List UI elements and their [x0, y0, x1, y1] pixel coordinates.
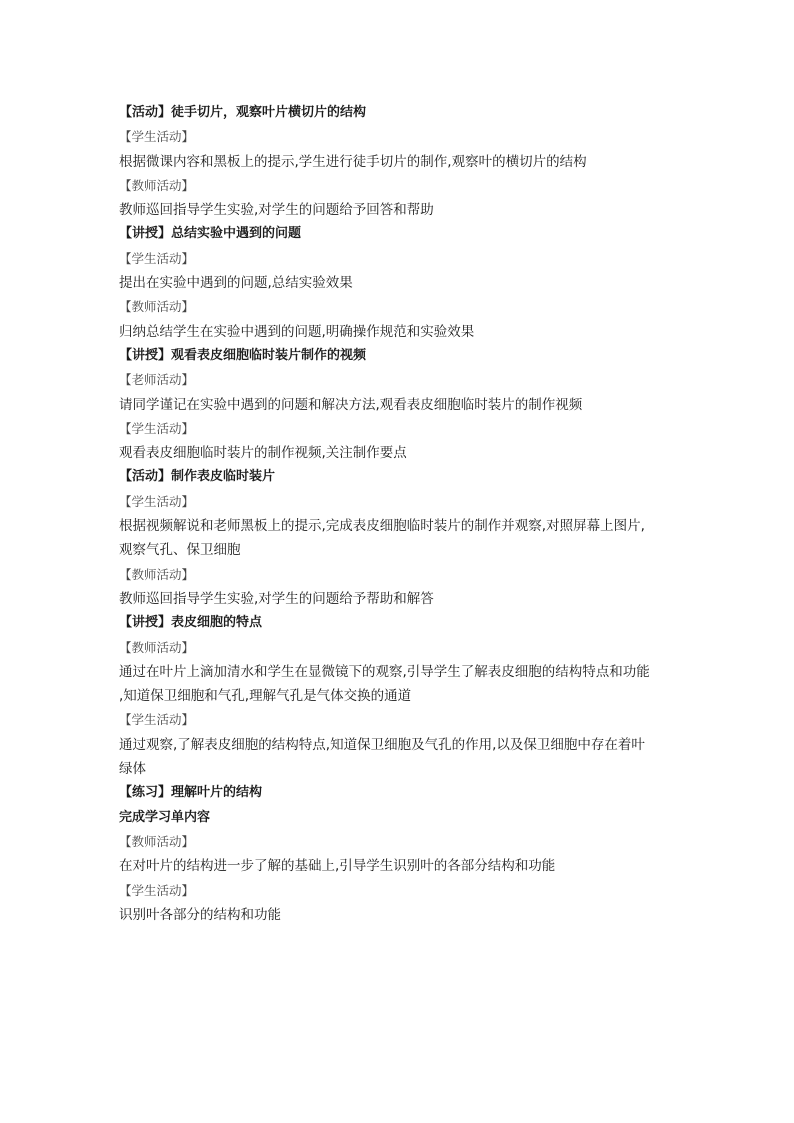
body-text: 教师巡回指导学生实验,对学生的问题给予回答和帮助 [119, 202, 434, 219]
role-label: 【教师活动】 [119, 299, 195, 315]
role-label: 【学生活动】 [119, 712, 195, 728]
section-heading: 【练习】理解叶片的结构 [119, 785, 263, 801]
body-text: 识别叶各部分的结构和功能 [119, 906, 281, 923]
role-label: 【教师活动】 [119, 639, 195, 655]
role-label: 【学生活动】 [119, 420, 195, 436]
role-label: 【老师活动】 [119, 372, 195, 388]
body-text: 通过观察,了解表皮细胞的结构特点,知道保卫细胞及气孔的作用,以及保卫细胞中存在着叶 [119, 736, 645, 753]
body-text: 根据视频解说和老师黑板上的提示,完成表皮细胞临时装片的制作并观察,对照屏幕上图片, [119, 518, 645, 535]
role-label: 【教师活动】 [119, 833, 195, 849]
body-text: 观看表皮细胞临时装片的制作视频,关注制作要点 [119, 445, 407, 462]
body-text: 提出在实验中遇到的问题,总结实验效果 [119, 275, 353, 292]
section-heading: 【讲授】总结实验中遇到的问题 [119, 226, 302, 242]
role-label: 【教师活动】 [119, 177, 195, 193]
role-label: 【教师活动】 [119, 566, 195, 582]
section-heading: 【活动】制作表皮临时装片 [119, 469, 276, 485]
body-text: 通过在叶片上滴加清水和学生在显微镜下的观察,引导学生了解表皮细胞的结构特点和功能 [119, 663, 650, 680]
body-text: 在对叶片的结构进一步了解的基础上,引导学生识别叶的各部分结构和功能 [119, 858, 556, 875]
body-text: ,知道保卫细胞和气孔,理解气孔是气体交换的通道 [119, 688, 412, 705]
role-label: 【学生活动】 [119, 493, 195, 509]
body-text: 绿体 [119, 761, 146, 778]
body-text: 请同学谨记在实验中遇到的问题和解决方法,观看表皮细胞临时装片的制作视频 [119, 396, 583, 413]
body-text: 观察气孔、保卫细胞 [119, 542, 241, 559]
body-text: 归纳总结学生在实验中遇到的问题,明确操作规范和实验效果 [119, 323, 475, 340]
section-heading: 【讲授】表皮细胞的特点 [119, 615, 263, 631]
role-label: 【学生活动】 [119, 882, 195, 898]
section-subheading: 完成学习单内容 [119, 809, 211, 825]
section-heading: 【活动】徒手切片，观察叶片横切片的结构 [119, 105, 367, 120]
role-label: 【学生活动】 [119, 129, 195, 145]
body-text: 教师巡回指导学生实验,对学生的问题给予帮助和解答 [119, 590, 434, 607]
section-heading: 【讲授】观看表皮细胞临时装片制作的视频 [119, 347, 367, 363]
body-text: 根据微课内容和黑板上的提示,学生进行徒手切片的制作,观察叶的横切片的结构 [119, 153, 587, 170]
role-label: 【学生活动】 [119, 250, 195, 266]
lesson-content [119, 101, 679, 927]
